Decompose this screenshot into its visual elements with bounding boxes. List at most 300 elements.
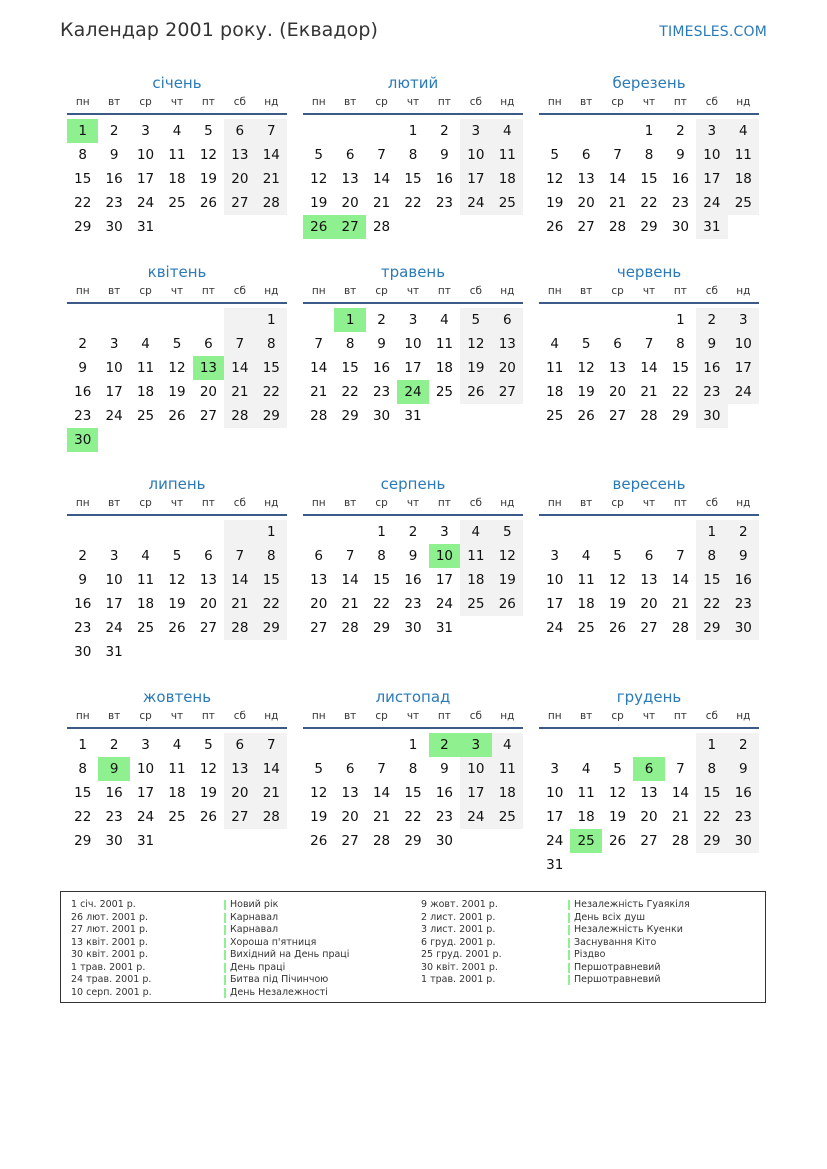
day-cell: 20 bbox=[577, 195, 595, 211]
weekday-header: пт bbox=[673, 710, 687, 722]
day-cell: 27 bbox=[224, 191, 255, 215]
weekday-header: вт bbox=[579, 285, 593, 297]
day-cell: 14 bbox=[372, 171, 391, 187]
month-name: грудень bbox=[616, 688, 682, 706]
day-cell: 25 bbox=[492, 191, 523, 215]
day-cell: 12 bbox=[460, 332, 491, 356]
day-cell: 21 bbox=[671, 596, 690, 612]
day-cell: 12 bbox=[199, 761, 218, 777]
day-cell: 18 bbox=[492, 167, 523, 191]
day-cell: 1 bbox=[696, 520, 727, 544]
day-cell: 2 bbox=[377, 312, 386, 328]
day-cell: 22 bbox=[74, 195, 92, 211]
day-cell: 6 bbox=[345, 761, 355, 777]
day-cell: 8 bbox=[408, 761, 418, 777]
day-cell: 12 bbox=[608, 785, 627, 801]
day-cell: 11 bbox=[492, 143, 523, 167]
day-cell: 9 bbox=[78, 572, 87, 588]
weekday-header: вт bbox=[107, 96, 121, 108]
day-cell: 12 bbox=[310, 171, 328, 187]
day-cell: 13 bbox=[640, 785, 658, 801]
day-cell: 24 bbox=[105, 620, 123, 636]
weekday-header: пн bbox=[547, 497, 562, 509]
holiday-day-cell: 1 bbox=[67, 119, 98, 143]
weekday-header: пт bbox=[437, 96, 451, 108]
day-cell: 4 bbox=[550, 336, 559, 352]
legend-date: 1 трав. 2001 р. bbox=[421, 974, 496, 985]
day-cell: 11 bbox=[460, 544, 491, 568]
day-cell: 6 bbox=[345, 147, 355, 163]
day-cell: 2 bbox=[109, 123, 119, 139]
day-cell: 2 bbox=[109, 737, 119, 753]
legend-holiday-name: Заснування Кіто bbox=[568, 937, 656, 950]
weekday-header: вт bbox=[579, 497, 593, 509]
weekday-header: пт bbox=[201, 285, 215, 297]
day-cell: 19 bbox=[199, 171, 218, 187]
day-cell: 17 bbox=[136, 171, 155, 187]
weekday-header: сб bbox=[705, 497, 718, 509]
day-cell: 4 bbox=[492, 733, 523, 757]
day-cell: 9 bbox=[676, 147, 685, 163]
day-cell: 25 bbox=[546, 408, 564, 424]
legend-date: 13 квіт. 2001 р. bbox=[71, 936, 148, 948]
weekday-header: вт bbox=[343, 96, 357, 108]
day-cell: 6 bbox=[204, 548, 213, 564]
weekday-header: ср bbox=[375, 285, 388, 297]
day-cell: 9 bbox=[408, 548, 418, 564]
day-cell: 2 bbox=[408, 524, 418, 540]
legend-holiday-name: Незалежність Куенки bbox=[568, 924, 683, 937]
weekend-empty-cell bbox=[224, 520, 255, 544]
day-cell: 28 bbox=[671, 833, 690, 849]
day-cell: 3 bbox=[696, 119, 727, 143]
weekday-header: нд bbox=[736, 497, 751, 509]
day-cell: 5 bbox=[550, 147, 559, 163]
day-cell: 13 bbox=[199, 572, 218, 588]
day-cell: 10 bbox=[728, 332, 759, 356]
legend-holiday-name: Першотравневий bbox=[568, 974, 661, 987]
weekday-header: нд bbox=[264, 96, 279, 108]
day-cell: 10 bbox=[546, 785, 564, 801]
day-cell: 1 bbox=[78, 737, 87, 753]
day-cell: 18 bbox=[168, 171, 186, 187]
day-cell: 24 bbox=[105, 408, 123, 424]
day-cell: 24 bbox=[136, 195, 155, 211]
day-cell: 18 bbox=[136, 596, 155, 612]
day-cell: 20 bbox=[310, 596, 328, 612]
day-cell: 23 bbox=[404, 596, 422, 612]
day-cell: 31 bbox=[136, 833, 155, 849]
day-cell: 16 bbox=[74, 384, 92, 400]
month-header-rule bbox=[539, 113, 759, 115]
weekday-header: вт bbox=[343, 710, 357, 722]
weekday-header: чт bbox=[406, 497, 420, 509]
weekday-header: пн bbox=[311, 285, 326, 297]
day-cell: 7 bbox=[345, 548, 355, 564]
day-cell: 16 bbox=[728, 568, 759, 592]
day-cell: 9 bbox=[78, 360, 87, 376]
day-cell: 17 bbox=[404, 360, 422, 376]
day-cell: 7 bbox=[377, 761, 386, 777]
day-cell: 23 bbox=[696, 380, 727, 404]
day-cell: 2 bbox=[440, 123, 449, 139]
weekday-header: сб bbox=[705, 710, 718, 722]
day-cell: 30 bbox=[105, 833, 123, 849]
weekday-header: пт bbox=[437, 497, 451, 509]
day-cell: 28 bbox=[372, 219, 391, 235]
day-cell: 18 bbox=[728, 167, 759, 191]
day-cell: 27 bbox=[310, 620, 328, 636]
weekday-header: нд bbox=[500, 285, 515, 297]
day-cell: 30 bbox=[74, 644, 92, 660]
day-cell: 28 bbox=[224, 616, 255, 640]
day-cell: 14 bbox=[310, 360, 328, 376]
day-cell: 8 bbox=[644, 147, 654, 163]
month-header-rule bbox=[539, 302, 759, 304]
day-cell: 7 bbox=[676, 761, 685, 777]
day-cell: 26 bbox=[310, 833, 328, 849]
weekday-header: нд bbox=[500, 710, 515, 722]
day-cell: 22 bbox=[404, 809, 422, 825]
month-header-rule bbox=[67, 113, 287, 115]
day-cell: 18 bbox=[460, 568, 491, 592]
day-cell: 26 bbox=[492, 592, 523, 616]
day-cell: 26 bbox=[199, 195, 218, 211]
weekday-header: чт bbox=[170, 497, 184, 509]
day-cell: 1 bbox=[408, 737, 418, 753]
weekday-header: вт bbox=[579, 710, 593, 722]
day-cell: 27 bbox=[341, 833, 359, 849]
day-cell: 15 bbox=[74, 171, 92, 187]
day-cell: 26 bbox=[608, 620, 627, 636]
day-cell: 9 bbox=[377, 336, 386, 352]
day-cell: 23 bbox=[671, 195, 690, 211]
day-cell: 31 bbox=[105, 644, 123, 660]
weekday-header: сб bbox=[705, 285, 718, 297]
day-cell: 21 bbox=[372, 809, 391, 825]
weekday-header: вт bbox=[107, 285, 121, 297]
day-cell: 21 bbox=[341, 596, 359, 612]
day-cell: 25 bbox=[728, 191, 759, 215]
weekday-header: сб bbox=[233, 497, 246, 509]
day-cell: 27 bbox=[640, 833, 658, 849]
day-cell: 18 bbox=[546, 384, 564, 400]
day-cell: 19 bbox=[310, 195, 328, 211]
day-cell: 6 bbox=[644, 548, 654, 564]
day-cell: 5 bbox=[314, 761, 323, 777]
day-cell: 21 bbox=[224, 380, 255, 404]
day-cell: 27 bbox=[199, 620, 218, 636]
day-cell: 22 bbox=[640, 195, 658, 211]
day-cell: 20 bbox=[640, 596, 658, 612]
day-cell: 8 bbox=[256, 544, 287, 568]
day-cell: 8 bbox=[345, 336, 355, 352]
month-header-rule bbox=[303, 514, 523, 516]
day-cell: 7 bbox=[676, 548, 685, 564]
day-cell: 1 bbox=[644, 123, 654, 139]
day-cell: 27 bbox=[577, 219, 595, 235]
site-brand-link[interactable]: TIMESLES.COM bbox=[659, 24, 767, 40]
day-cell: 19 bbox=[199, 785, 218, 801]
day-cell: 9 bbox=[109, 147, 119, 163]
day-cell: 12 bbox=[199, 147, 218, 163]
month-header-rule bbox=[303, 727, 523, 729]
day-cell: 14 bbox=[640, 360, 658, 376]
day-cell: 14 bbox=[608, 171, 627, 187]
day-cell: 14 bbox=[224, 568, 255, 592]
weekday-header: ср bbox=[611, 285, 624, 297]
month-name: липень bbox=[148, 475, 206, 493]
day-cell: 31 bbox=[696, 215, 727, 239]
weekday-header: сб bbox=[233, 96, 246, 108]
day-cell: 26 bbox=[168, 620, 186, 636]
day-cell: 16 bbox=[435, 785, 454, 801]
page-title: Календар 2001 року. (Еквадор) bbox=[60, 19, 379, 41]
legend-date: 30 квіт. 2001 р. bbox=[421, 961, 498, 973]
day-cell: 17 bbox=[546, 596, 564, 612]
month-name: січень bbox=[152, 74, 202, 92]
month-name: квітень bbox=[147, 263, 207, 281]
day-cell: 30 bbox=[372, 408, 391, 424]
day-cell: 26 bbox=[608, 833, 627, 849]
day-cell: 30 bbox=[696, 404, 727, 428]
day-cell: 6 bbox=[314, 548, 323, 564]
weekday-header: чт bbox=[170, 96, 184, 108]
day-cell: 17 bbox=[728, 356, 759, 380]
legend-date: 9 жовт. 2001 р. bbox=[421, 899, 498, 910]
day-cell: 2 bbox=[696, 308, 727, 332]
legend-date: 3 лист. 2001 р. bbox=[421, 924, 496, 935]
day-cell: 5 bbox=[204, 737, 213, 753]
weekday-header: пн bbox=[311, 710, 326, 722]
day-cell: 4 bbox=[172, 737, 182, 753]
day-cell: 7 bbox=[224, 332, 255, 356]
day-cell: 15 bbox=[696, 781, 727, 805]
legend-holiday-name: День всіх душ bbox=[568, 912, 645, 925]
day-cell: 15 bbox=[640, 171, 658, 187]
day-cell: 7 bbox=[377, 147, 386, 163]
day-cell: 21 bbox=[608, 195, 627, 211]
day-cell: 1 bbox=[696, 733, 727, 757]
day-cell: 13 bbox=[608, 360, 627, 376]
day-cell: 25 bbox=[492, 805, 523, 829]
month-name: листопад bbox=[375, 688, 451, 706]
day-cell: 3 bbox=[440, 524, 449, 540]
day-cell: 12 bbox=[608, 572, 627, 588]
weekday-header: пн bbox=[311, 96, 326, 108]
day-cell: 22 bbox=[74, 809, 92, 825]
day-cell: 6 bbox=[224, 119, 255, 143]
day-cell: 19 bbox=[460, 356, 491, 380]
day-cell: 23 bbox=[74, 620, 92, 636]
day-cell: 28 bbox=[608, 219, 627, 235]
day-cell: 13 bbox=[640, 572, 658, 588]
day-cell: 3 bbox=[550, 761, 559, 777]
day-cell: 11 bbox=[492, 757, 523, 781]
holiday-day-cell: 30 bbox=[67, 428, 98, 452]
day-cell: 29 bbox=[256, 616, 287, 640]
day-cell: 26 bbox=[546, 219, 564, 235]
day-cell: 19 bbox=[168, 596, 186, 612]
day-cell: 18 bbox=[492, 781, 523, 805]
weekday-header: чт bbox=[642, 710, 656, 722]
weekday-header: пн bbox=[75, 96, 90, 108]
day-cell: 13 bbox=[341, 171, 359, 187]
day-cell: 25 bbox=[168, 195, 186, 211]
month-name: лютий bbox=[387, 74, 439, 92]
day-cell: 25 bbox=[460, 592, 491, 616]
day-cell: 29 bbox=[404, 833, 422, 849]
day-cell: 3 bbox=[460, 119, 491, 143]
weekend-empty-cell bbox=[224, 308, 255, 332]
day-cell: 15 bbox=[74, 785, 92, 801]
day-cell: 29 bbox=[696, 616, 727, 640]
day-cell: 30 bbox=[105, 219, 123, 235]
legend-date: 1 січ. 2001 р. bbox=[71, 899, 136, 910]
day-cell: 20 bbox=[341, 195, 359, 211]
day-cell: 10 bbox=[460, 143, 491, 167]
day-cell: 9 bbox=[728, 544, 759, 568]
day-cell: 3 bbox=[728, 308, 759, 332]
day-cell: 22 bbox=[696, 805, 727, 829]
day-cell: 18 bbox=[168, 785, 186, 801]
legend-holiday-name: Новий рік bbox=[224, 899, 278, 912]
holiday-day-cell: 9 bbox=[98, 757, 129, 781]
day-cell: 15 bbox=[696, 568, 727, 592]
day-cell: 28 bbox=[372, 833, 391, 849]
day-cell: 18 bbox=[577, 809, 595, 825]
legend-date: 10 серп. 2001 р. bbox=[71, 986, 152, 998]
day-cell: 17 bbox=[136, 785, 155, 801]
day-cell: 5 bbox=[460, 308, 491, 332]
weekday-header: пн bbox=[75, 710, 90, 722]
day-cell: 11 bbox=[168, 761, 186, 777]
day-cell: 8 bbox=[696, 757, 727, 781]
day-cell: 7 bbox=[224, 544, 255, 568]
day-cell: 23 bbox=[728, 592, 759, 616]
holiday-day-cell: 6 bbox=[633, 757, 664, 781]
day-cell: 29 bbox=[640, 219, 658, 235]
day-cell: 13 bbox=[224, 757, 255, 781]
day-cell: 3 bbox=[141, 737, 150, 753]
day-cell: 13 bbox=[492, 332, 523, 356]
weekday-header: чт bbox=[642, 497, 656, 509]
weekday-header: пт bbox=[673, 497, 687, 509]
day-cell: 9 bbox=[440, 761, 449, 777]
day-cell: 17 bbox=[696, 167, 727, 191]
day-cell: 14 bbox=[341, 572, 359, 588]
day-cell: 27 bbox=[608, 408, 627, 424]
weekday-header: пн bbox=[547, 710, 562, 722]
day-cell: 4 bbox=[460, 520, 491, 544]
day-cell: 22 bbox=[256, 592, 287, 616]
day-cell: 1 bbox=[377, 524, 386, 540]
day-cell: 3 bbox=[109, 336, 119, 352]
weekday-header: пт bbox=[673, 96, 687, 108]
day-cell: 16 bbox=[74, 596, 92, 612]
day-cell: 11 bbox=[577, 572, 595, 588]
day-cell: 3 bbox=[408, 312, 418, 328]
day-cell: 20 bbox=[640, 809, 658, 825]
weekday-header: нд bbox=[264, 710, 279, 722]
day-cell: 17 bbox=[460, 167, 491, 191]
day-cell: 22 bbox=[341, 384, 359, 400]
legend-holiday-name: Карнавал bbox=[224, 912, 278, 925]
weekday-header: пт bbox=[201, 96, 215, 108]
legend-date: 26 лют. 2001 р. bbox=[71, 911, 148, 923]
day-cell: 22 bbox=[404, 195, 422, 211]
day-cell: 26 bbox=[577, 408, 595, 424]
day-cell: 28 bbox=[640, 408, 658, 424]
day-cell: 7 bbox=[644, 336, 654, 352]
day-cell: 6 bbox=[224, 733, 255, 757]
weekday-header: пт bbox=[201, 497, 215, 509]
day-cell: 30 bbox=[404, 620, 422, 636]
day-cell: 24 bbox=[546, 620, 564, 636]
weekday-header: ср bbox=[139, 285, 152, 297]
weekday-header: сб bbox=[233, 285, 246, 297]
day-cell: 25 bbox=[435, 384, 454, 400]
day-cell: 5 bbox=[172, 548, 182, 564]
day-cell: 25 bbox=[168, 809, 186, 825]
day-cell: 19 bbox=[168, 384, 186, 400]
weekday-header: вт bbox=[343, 497, 357, 509]
month-header-rule bbox=[303, 113, 523, 115]
legend-date: 24 трав. 2001 р. bbox=[71, 974, 152, 985]
weekday-header: ср bbox=[139, 96, 152, 108]
legend-date: 2 лист. 2001 р. bbox=[421, 911, 496, 923]
day-cell: 19 bbox=[608, 596, 627, 612]
day-cell: 24 bbox=[136, 809, 155, 825]
day-cell: 9 bbox=[728, 757, 759, 781]
day-cell: 3 bbox=[550, 548, 559, 564]
day-cell: 18 bbox=[136, 384, 155, 400]
day-cell: 4 bbox=[581, 761, 591, 777]
day-cell: 8 bbox=[78, 147, 87, 163]
day-cell: 11 bbox=[136, 572, 155, 588]
holiday-day-cell: 2 bbox=[429, 733, 460, 757]
day-cell: 12 bbox=[168, 572, 186, 588]
day-cell: 8 bbox=[408, 147, 418, 163]
day-cell: 10 bbox=[460, 757, 491, 781]
holiday-day-cell: 24 bbox=[397, 380, 428, 404]
legend-holiday-name: День Незалежності bbox=[224, 987, 328, 1000]
day-cell: 21 bbox=[640, 384, 658, 400]
day-cell: 23 bbox=[435, 195, 454, 211]
weekday-header: ср bbox=[139, 497, 152, 509]
day-cell: 11 bbox=[728, 143, 759, 167]
day-cell: 5 bbox=[581, 336, 591, 352]
day-cell: 18 bbox=[435, 360, 454, 376]
weekday-header: пн bbox=[547, 96, 562, 108]
month-header-rule bbox=[67, 514, 287, 516]
day-cell: 14 bbox=[256, 143, 287, 167]
day-cell: 15 bbox=[372, 572, 391, 588]
day-cell: 31 bbox=[546, 857, 564, 873]
day-cell: 4 bbox=[141, 548, 150, 564]
holiday-day-cell: 26 bbox=[303, 215, 334, 239]
day-cell: 20 bbox=[224, 781, 255, 805]
weekday-header: вт bbox=[343, 285, 357, 297]
weekday-header: сб bbox=[469, 497, 482, 509]
legend-date: 6 груд. 2001 р. bbox=[421, 936, 496, 948]
day-cell: 5 bbox=[204, 123, 213, 139]
day-cell: 10 bbox=[136, 147, 155, 163]
day-cell: 9 bbox=[440, 147, 449, 163]
day-cell: 29 bbox=[696, 829, 727, 853]
weekday-header: вт bbox=[107, 497, 121, 509]
weekday-header: вт bbox=[579, 96, 593, 108]
